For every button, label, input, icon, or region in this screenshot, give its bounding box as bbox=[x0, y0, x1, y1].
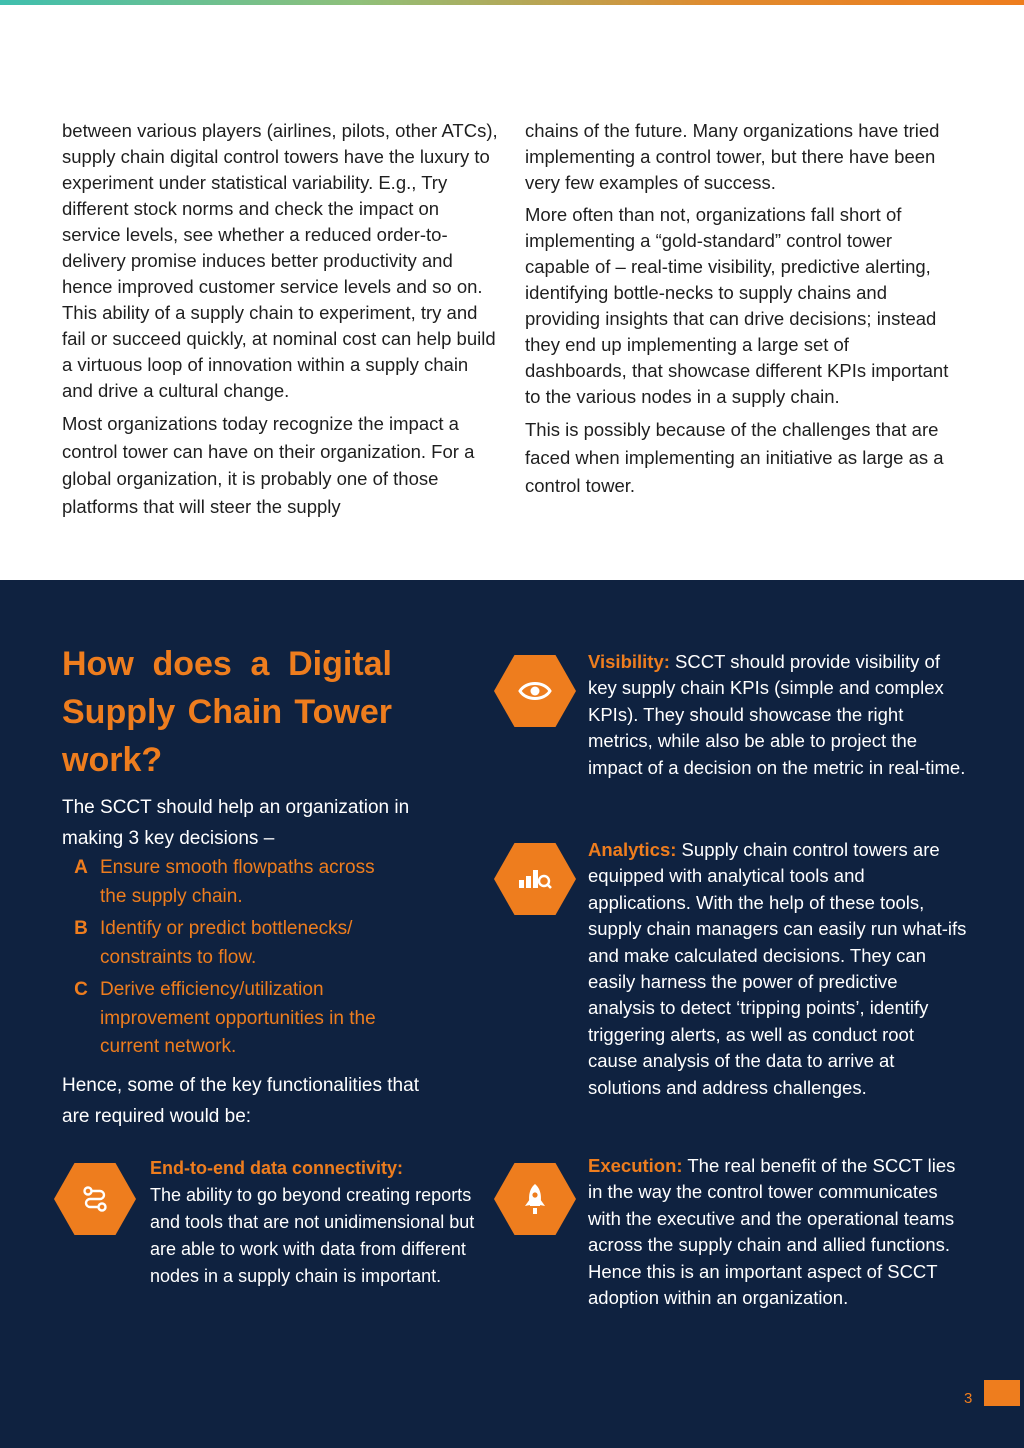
feature-text: Supply chain control towers are equipped with analytical tools and applications. With the help of these tools, supply chain managers can easily run what-ifs and make calculated decisions. They can easily harness the power of predictive analysis to detect ‘tripping points’, identify triggering alerts, as well as conduct root cause analysis of the data to arrive at solutions and address challenges. bbox=[588, 839, 967, 1098]
right-paragraph-2: More often than not, organizations fall short of implementing a “gold-standard” control tower capable of – real-time visibility, predictive alerting, identifying bottle-necks to supply chains and providing insights that can drive decisions; instead they end up implementing a large set of dashboards, that showcase different KPIs important to the various nodes in a supply chain. bbox=[525, 204, 949, 407]
list-letter: C bbox=[74, 979, 88, 1000]
feature-text: The real benefit of the SCCT lies in the way the control tower communicates with the executive and the operational teams across the supply chain and allied functions. Hence this is an important aspect of SCCT adoption within an organization. bbox=[588, 1155, 956, 1309]
feature-label: End-to-end data connectivity: bbox=[150, 1158, 404, 1178]
page-number-tab bbox=[984, 1380, 1020, 1406]
page-number: 3 bbox=[964, 1390, 973, 1407]
feature-connectivity bbox=[150, 1155, 480, 1290]
feature-analytics bbox=[588, 837, 968, 1101]
list-item bbox=[62, 854, 442, 911]
right-paragraph-1: chains of the future. Many organizations have tried implementing a control tower, but there have been very few examples of success. bbox=[525, 120, 940, 193]
list-text: Derive efficiency/utilization improvement opportunities in the current network. bbox=[100, 979, 376, 1057]
feature-text: SCCT should provide visibility of key supply chain KPIs (simple and complex KPIs). They should showcase the right metrics, while also be able to project the impact of a decision on the metric in real-time. bbox=[588, 651, 966, 778]
feature-execution bbox=[588, 1153, 968, 1311]
list-text: Identify or predict bottlenecks/ constraints to flow. bbox=[100, 918, 353, 968]
list-item bbox=[62, 915, 442, 972]
feature-label: Visibility: bbox=[588, 651, 670, 672]
section-intro: The SCCT should help an organization in making 3 key decisions – bbox=[62, 797, 410, 849]
list-letter: A bbox=[74, 857, 88, 878]
decision-list bbox=[62, 854, 442, 1066]
left-column bbox=[62, 118, 502, 526]
feature-text: The ability to go beyond creating reports and tools that are not unidimensional but are able to work with data from different nodes in a supply chain is important. bbox=[150, 1185, 475, 1286]
right-paragraph-3: This is possibly because of the challenges that are faced when implementing an initiative as large as a control tower. bbox=[525, 419, 944, 496]
section-outro: Hence, some of the key functionalities that are required would be: bbox=[62, 1075, 419, 1127]
left-paragraph-1: between various players (airlines, pilots, other ATCs), supply chain digital control towers have the luxury to experiment under statistical variability. E.g., Try different stock norms and check the impact on service levels, see whether a reduced order-to-delivery promise induces better productivity and hence improved customer service levels and so on. This ability of a supply chain to experiment, try and fail or succeed quickly, at nominal cost can help build a virtuous loop of innovation within a supply chain and drive a cultural change. bbox=[62, 120, 498, 401]
feature-label: Analytics: bbox=[588, 839, 677, 860]
top-gradient-rule bbox=[0, 0, 1024, 5]
right-column bbox=[525, 118, 955, 506]
left-paragraph-2: Most organizations today recognize the impact a control tower can have on their organization. For a global organization, it is probably one of those platforms that will steer the supply bbox=[62, 413, 475, 517]
feature-visibility bbox=[588, 649, 968, 781]
list-letter: B bbox=[74, 918, 88, 939]
feature-label: Execution: bbox=[588, 1155, 683, 1176]
list-item bbox=[62, 976, 442, 1062]
list-text: Ensure smooth flowpaths across the supply chain. bbox=[100, 857, 375, 907]
section-heading: How does a Digital Supply Chain Tower work? bbox=[62, 645, 392, 779]
